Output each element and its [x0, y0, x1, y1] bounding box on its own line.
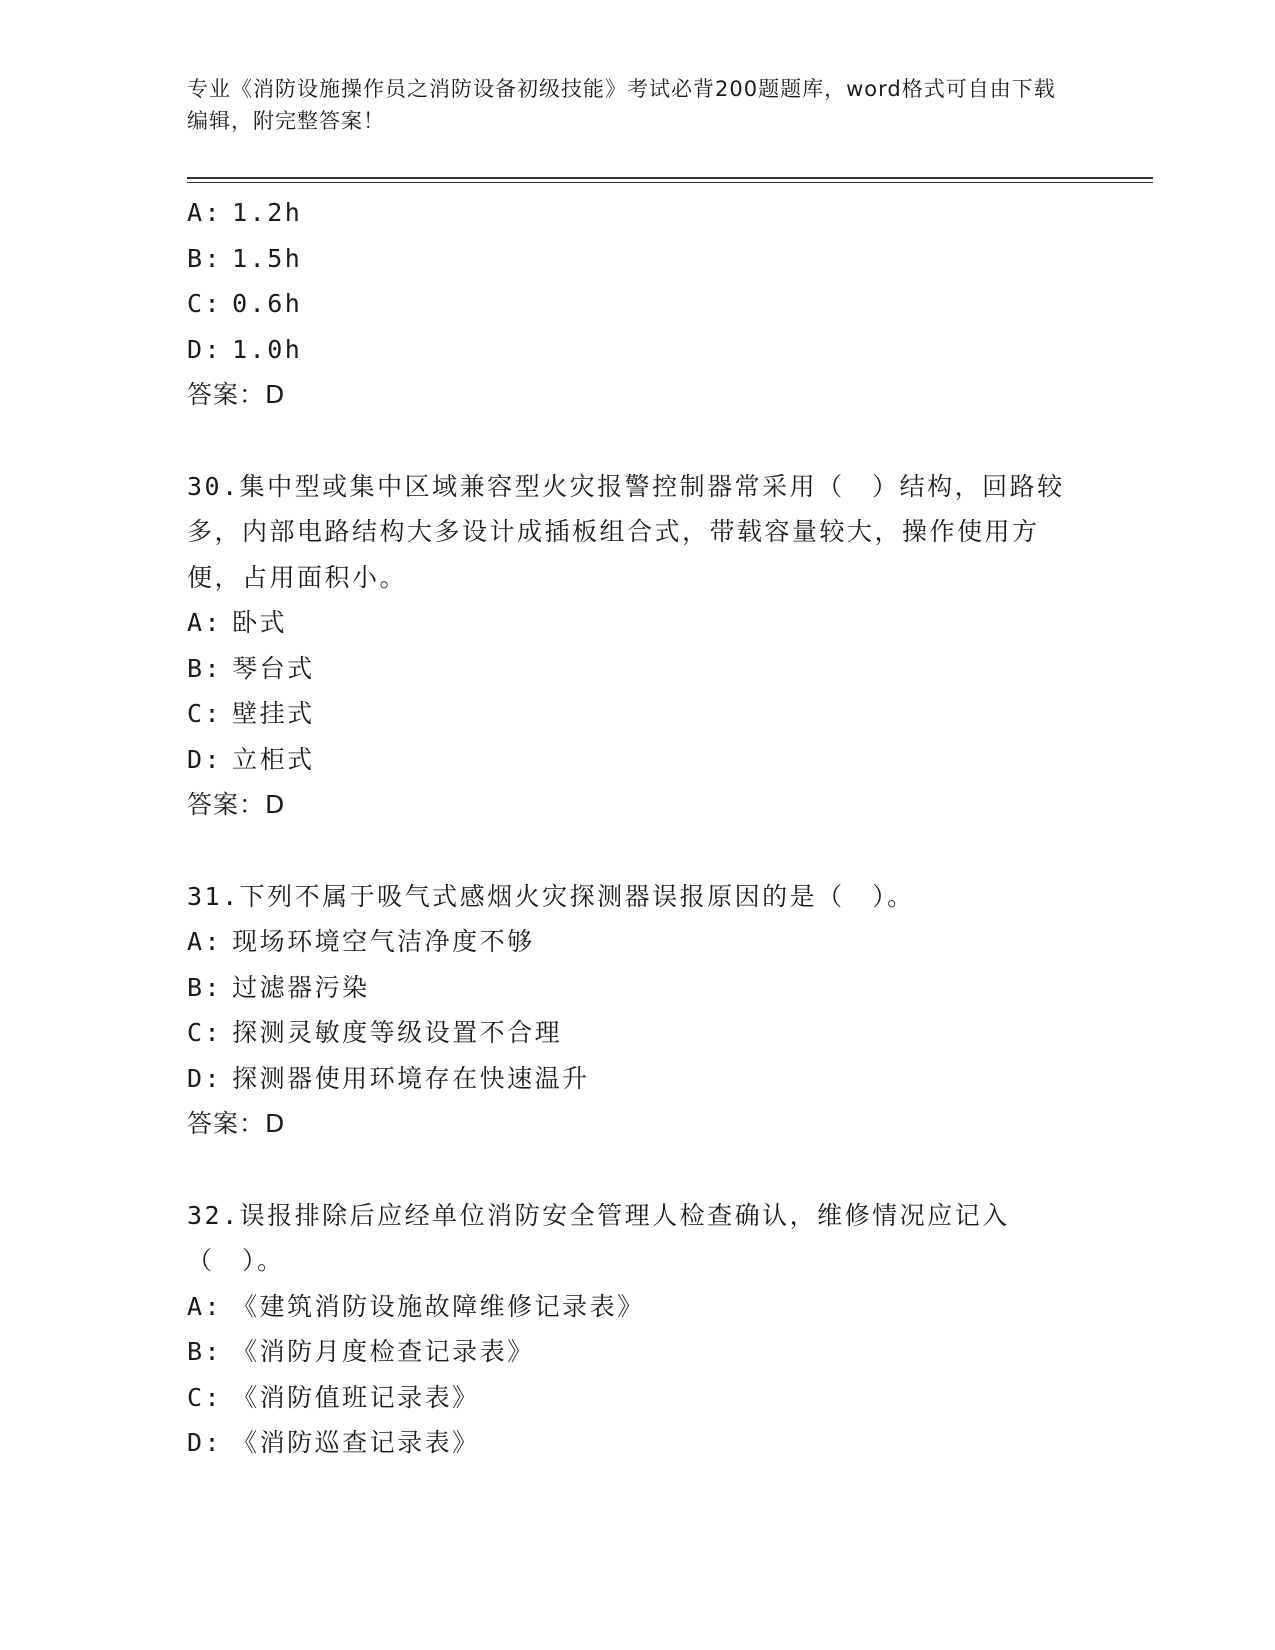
- option-c: C: 探测灵敏度等级设置不合理: [187, 1018, 563, 1047]
- option-b: B: 《消防月度检查记录表》: [187, 1337, 535, 1366]
- question-32: [187, 1193, 1087, 1466]
- option-a: A: 卧式: [187, 608, 288, 637]
- option-b: B: 琴台式: [187, 653, 315, 683]
- option-a: A: 《建筑消防设施故障维修记录表》: [187, 1291, 645, 1321]
- option-b: B: 1.5h: [187, 243, 303, 273]
- option-a: A: 现场环境空气洁净度不够: [187, 927, 535, 956]
- question-30: [187, 464, 1087, 828]
- question-stem: 30.集中型或集中区域兼容型火灾报警控制器常采用（ ）结构，回路较多，内部电路结构大多设计成插板组合式，带载容量较大，操作使用方便，占用面积小。: [187, 471, 1065, 592]
- question-stem: 31.下列不属于吸气式感烟火灾探测器误报原因的是（ ）。: [187, 881, 915, 911]
- document-header: 专业《消防设施操作员之消防设备初级技能》考试必背200题题库，word格式可自由下载编辑，附完整答案！: [187, 77, 1056, 133]
- option-c: C: 《消防值班记录表》: [187, 1382, 480, 1412]
- question-29-tail: [187, 190, 1087, 418]
- header-rule-thin: [187, 182, 1153, 183]
- answer: 答案：D: [187, 380, 286, 409]
- option-d: D: 探测器使用环境存在快速温升: [187, 1063, 590, 1093]
- answer: 答案：D: [187, 1109, 286, 1138]
- option-d: D: 立柜式: [187, 744, 315, 774]
- option-a: A: 1.2h: [187, 198, 303, 227]
- option-b: B: 过滤器污染: [187, 972, 370, 1002]
- question-content: [187, 190, 1087, 1466]
- option-c: C: 壁挂式: [187, 699, 315, 728]
- answer: 答案：D: [187, 790, 286, 819]
- option-c: C: 0.6h: [187, 289, 303, 318]
- header-rule-thick: [187, 177, 1153, 179]
- question-31: [187, 874, 1087, 1147]
- question-stem: 32.误报排除后应经单位消防安全管理人检查确认，维修情况应记入（ ）。: [187, 1200, 1010, 1275]
- option-d: D: 《消防巡查记录表》: [187, 1428, 480, 1457]
- option-d: D: 1.0h: [187, 334, 303, 364]
